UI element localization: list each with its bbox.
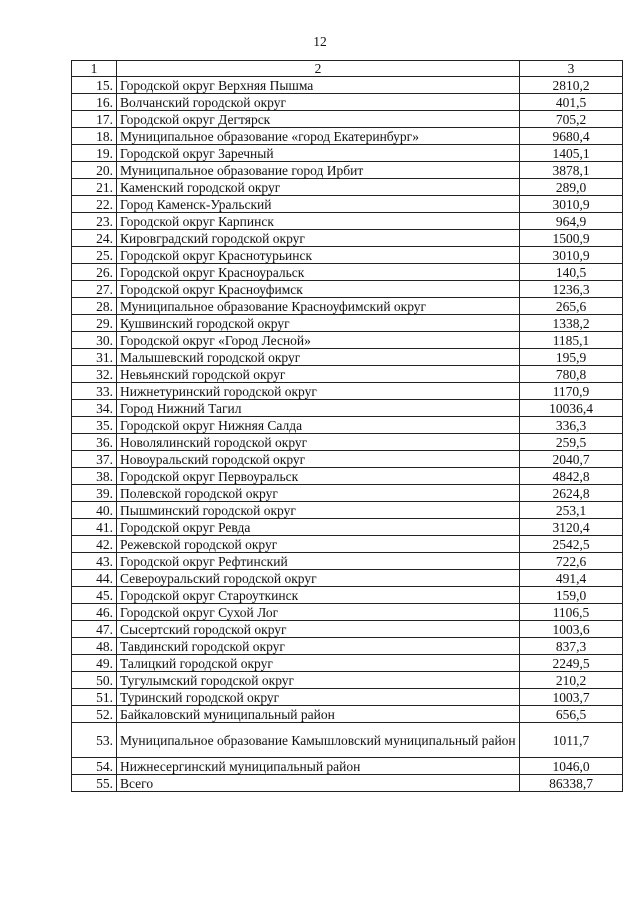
table-row bbox=[72, 723, 623, 758]
table-row bbox=[72, 145, 623, 162]
table-row bbox=[72, 434, 623, 451]
row-value-cell: 1106,5 bbox=[520, 604, 623, 621]
row-number-cell: 33. bbox=[72, 383, 117, 400]
row-number-cell: 38. bbox=[72, 468, 117, 485]
row-number-cell: 50. bbox=[72, 672, 117, 689]
row-number-cell: 45. bbox=[72, 587, 117, 604]
row-number-cell: 49. bbox=[72, 655, 117, 672]
table-row bbox=[72, 672, 623, 689]
row-number-cell: 16. bbox=[72, 94, 117, 111]
row-value-cell: 1236,3 bbox=[520, 281, 623, 298]
row-number-cell: 40. bbox=[72, 502, 117, 519]
row-name-cell: Муниципальное образование Камышловский муниципальный район bbox=[117, 723, 520, 758]
row-value-cell: 289,0 bbox=[520, 179, 623, 196]
table-row bbox=[72, 281, 623, 298]
row-name-cell: Байкаловский муниципальный район bbox=[117, 706, 520, 723]
row-number-cell: 54. bbox=[72, 758, 117, 775]
row-value-cell: 2810,2 bbox=[520, 77, 623, 94]
row-name-cell: Городской округ Рефтинский bbox=[117, 553, 520, 570]
row-name-cell: Городской округ Красноуральск bbox=[117, 264, 520, 281]
row-name-cell: Город Каменск-Уральский bbox=[117, 196, 520, 213]
row-value-cell: 780,8 bbox=[520, 366, 623, 383]
row-name-cell: Тугулымский городской округ bbox=[117, 672, 520, 689]
row-value-cell: 3010,9 bbox=[520, 247, 623, 264]
row-value-cell: 2624,8 bbox=[520, 485, 623, 502]
row-value-cell: 210,2 bbox=[520, 672, 623, 689]
row-number-cell: 39. bbox=[72, 485, 117, 502]
row-value-cell: 253,1 bbox=[520, 502, 623, 519]
row-value-cell: 1003,6 bbox=[520, 621, 623, 638]
row-value-cell: 1170,9 bbox=[520, 383, 623, 400]
table-row bbox=[72, 775, 623, 792]
table-body bbox=[72, 77, 623, 792]
table-row bbox=[72, 230, 623, 247]
row-name-cell: Городской округ «Город Лесной» bbox=[117, 332, 520, 349]
row-value-cell: 837,3 bbox=[520, 638, 623, 655]
row-name-cell: Всего bbox=[117, 775, 520, 792]
row-name-cell: Нижнетуринский городской округ bbox=[117, 383, 520, 400]
row-name-cell: Полевской городской округ bbox=[117, 485, 520, 502]
row-value-cell: 4842,8 bbox=[520, 468, 623, 485]
row-number-cell: 27. bbox=[72, 281, 117, 298]
table-row bbox=[72, 400, 623, 417]
row-number-cell: 24. bbox=[72, 230, 117, 247]
row-number-cell: 36. bbox=[72, 434, 117, 451]
row-number-cell: 30. bbox=[72, 332, 117, 349]
table-row bbox=[72, 689, 623, 706]
row-name-cell: Муниципальное образование «город Екатеринбург» bbox=[117, 128, 520, 145]
table-row bbox=[72, 128, 623, 145]
row-name-cell: Невьянский городской округ bbox=[117, 366, 520, 383]
table-row bbox=[72, 111, 623, 128]
table-row bbox=[72, 758, 623, 775]
row-number-cell: 19. bbox=[72, 145, 117, 162]
table-row bbox=[72, 485, 623, 502]
row-number-cell: 31. bbox=[72, 349, 117, 366]
row-value-cell: 722,6 bbox=[520, 553, 623, 570]
row-number-cell: 55. bbox=[72, 775, 117, 792]
table-header-row bbox=[72, 61, 623, 77]
table-row bbox=[72, 519, 623, 536]
table-row bbox=[72, 417, 623, 434]
row-value-cell: 3010,9 bbox=[520, 196, 623, 213]
table-row bbox=[72, 162, 623, 179]
row-name-cell: Муниципальное образование город Ирбит bbox=[117, 162, 520, 179]
row-number-cell: 22. bbox=[72, 196, 117, 213]
column-header-name: 2 bbox=[117, 61, 520, 77]
row-number-cell: 32. bbox=[72, 366, 117, 383]
table-row bbox=[72, 94, 623, 111]
row-number-cell: 29. bbox=[72, 315, 117, 332]
row-value-cell: 1500,9 bbox=[520, 230, 623, 247]
row-name-cell: Туринский городской округ bbox=[117, 689, 520, 706]
row-number-cell: 34. bbox=[72, 400, 117, 417]
row-value-cell: 259,5 bbox=[520, 434, 623, 451]
table-row bbox=[72, 604, 623, 621]
row-name-cell: Талицкий городской округ bbox=[117, 655, 520, 672]
row-name-cell: Городской округ Верхняя Пышма bbox=[117, 77, 520, 94]
row-value-cell: 1011,7 bbox=[520, 723, 623, 758]
row-number-cell: 15. bbox=[72, 77, 117, 94]
table-row bbox=[72, 638, 623, 655]
row-value-cell: 1003,7 bbox=[520, 689, 623, 706]
row-value-cell: 195,9 bbox=[520, 349, 623, 366]
row-name-cell: Город Нижний Тагил bbox=[117, 400, 520, 417]
table-row bbox=[72, 213, 623, 230]
row-name-cell: Городской округ Красноуфимск bbox=[117, 281, 520, 298]
row-value-cell: 705,2 bbox=[520, 111, 623, 128]
table-row bbox=[72, 77, 623, 94]
row-name-cell: Городской округ Заречный bbox=[117, 145, 520, 162]
row-number-cell: 46. bbox=[72, 604, 117, 621]
table-row bbox=[72, 264, 623, 281]
table-row bbox=[72, 587, 623, 604]
row-name-cell: Кировградский городской округ bbox=[117, 230, 520, 247]
row-value-cell: 2542,5 bbox=[520, 536, 623, 553]
row-number-cell: 23. bbox=[72, 213, 117, 230]
table-row bbox=[72, 570, 623, 587]
row-value-cell: 1405,1 bbox=[520, 145, 623, 162]
row-value-cell: 159,0 bbox=[520, 587, 623, 604]
row-number-cell: 17. bbox=[72, 111, 117, 128]
row-value-cell: 491,4 bbox=[520, 570, 623, 587]
row-value-cell: 3120,4 bbox=[520, 519, 623, 536]
row-value-cell: 401,5 bbox=[520, 94, 623, 111]
table-row bbox=[72, 298, 623, 315]
row-number-cell: 26. bbox=[72, 264, 117, 281]
row-value-cell: 140,5 bbox=[520, 264, 623, 281]
row-name-cell: Городской округ Дегтярск bbox=[117, 111, 520, 128]
row-name-cell: Нижнесергинский муниципальный район bbox=[117, 758, 520, 775]
row-name-cell: Малышевский городской округ bbox=[117, 349, 520, 366]
row-number-cell: 43. bbox=[72, 553, 117, 570]
table-row bbox=[72, 247, 623, 264]
row-name-cell: Городской округ Сухой Лог bbox=[117, 604, 520, 621]
page-number: 12 bbox=[313, 34, 327, 49]
table-row bbox=[72, 315, 623, 332]
row-name-cell: Городской округ Ревда bbox=[117, 519, 520, 536]
row-name-cell: Режевской городской округ bbox=[117, 536, 520, 553]
table-row bbox=[72, 332, 623, 349]
row-value-cell: 1046,0 bbox=[520, 758, 623, 775]
row-name-cell: Пышминский городской округ bbox=[117, 502, 520, 519]
row-name-cell: Городской округ Нижняя Салда bbox=[117, 417, 520, 434]
budget-table bbox=[71, 60, 623, 792]
row-value-cell: 336,3 bbox=[520, 417, 623, 434]
table-row bbox=[72, 349, 623, 366]
table-row bbox=[72, 655, 623, 672]
row-name-cell: Городской округ Краснотурьинск bbox=[117, 247, 520, 264]
table-row bbox=[72, 196, 623, 213]
row-value-cell: 9680,4 bbox=[520, 128, 623, 145]
row-number-cell: 47. bbox=[72, 621, 117, 638]
row-name-cell: Новоуральский городской округ bbox=[117, 451, 520, 468]
row-number-cell: 28. bbox=[72, 298, 117, 315]
table-row bbox=[72, 383, 623, 400]
column-header-value: 3 bbox=[520, 61, 623, 77]
row-value-cell: 10036,4 bbox=[520, 400, 623, 417]
table-row bbox=[72, 451, 623, 468]
row-number-cell: 53. bbox=[72, 723, 117, 758]
row-name-cell: Каменский городской округ bbox=[117, 179, 520, 196]
row-value-cell: 2249,5 bbox=[520, 655, 623, 672]
row-name-cell: Североуральский городской округ bbox=[117, 570, 520, 587]
row-name-cell: Городской округ Первоуральск bbox=[117, 468, 520, 485]
row-name-cell: Городской округ Староуткинск bbox=[117, 587, 520, 604]
row-name-cell: Новолялинский городской округ bbox=[117, 434, 520, 451]
row-number-cell: 37. bbox=[72, 451, 117, 468]
row-number-cell: 18. bbox=[72, 128, 117, 145]
row-number-cell: 48. bbox=[72, 638, 117, 655]
row-number-cell: 21. bbox=[72, 179, 117, 196]
table-row bbox=[72, 179, 623, 196]
row-name-cell: Городской округ Карпинск bbox=[117, 213, 520, 230]
row-name-cell: Муниципальное образование Красноуфимский округ bbox=[117, 298, 520, 315]
row-name-cell: Сысертский городской округ bbox=[117, 621, 520, 638]
row-value-cell: 86338,7 bbox=[520, 775, 623, 792]
row-name-cell: Кушвинский городской округ bbox=[117, 315, 520, 332]
row-value-cell: 3878,1 bbox=[520, 162, 623, 179]
row-value-cell: 2040,7 bbox=[520, 451, 623, 468]
row-number-cell: 44. bbox=[72, 570, 117, 587]
row-value-cell: 1185,1 bbox=[520, 332, 623, 349]
row-value-cell: 656,5 bbox=[520, 706, 623, 723]
row-name-cell: Тавдинский городской округ bbox=[117, 638, 520, 655]
row-number-cell: 35. bbox=[72, 417, 117, 434]
row-number-cell: 20. bbox=[72, 162, 117, 179]
row-value-cell: 964,9 bbox=[520, 213, 623, 230]
row-number-cell: 52. bbox=[72, 706, 117, 723]
table-row bbox=[72, 502, 623, 519]
row-number-cell: 41. bbox=[72, 519, 117, 536]
column-header-number: 1 bbox=[72, 61, 117, 77]
table-row bbox=[72, 621, 623, 638]
row-name-cell: Волчанский городской округ bbox=[117, 94, 520, 111]
row-number-cell: 25. bbox=[72, 247, 117, 264]
row-number-cell: 42. bbox=[72, 536, 117, 553]
table-row bbox=[72, 536, 623, 553]
row-number-cell: 51. bbox=[72, 689, 117, 706]
row-value-cell: 265,6 bbox=[520, 298, 623, 315]
table-row bbox=[72, 468, 623, 485]
table-row bbox=[72, 553, 623, 570]
table-row bbox=[72, 366, 623, 383]
table-row bbox=[72, 706, 623, 723]
row-value-cell: 1338,2 bbox=[520, 315, 623, 332]
